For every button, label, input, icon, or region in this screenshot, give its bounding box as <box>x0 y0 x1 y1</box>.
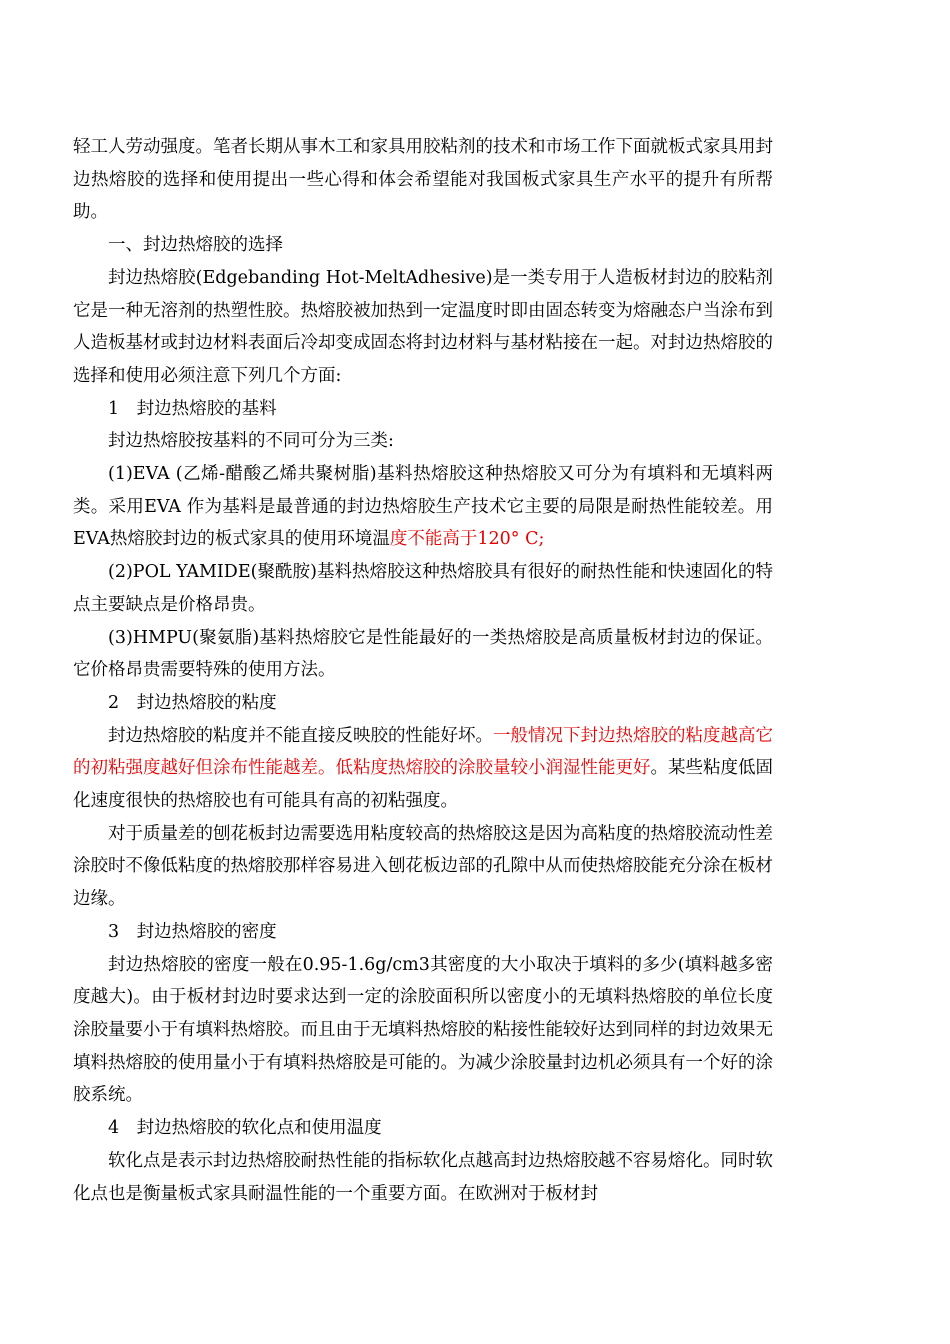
subheading-softening-point: 4 封边热熔胶的软化点和使用温度 <box>108 1118 382 1139</box>
paragraph-particleboard: 对于质量差的刨花板封边需要选用粘度较高的热熔胶这是因为高粘度的热熔胶流动性差涂胶时不像低粘度的热熔胶那样容易进入刨花板边部的孔隙中从而使热熔胶能充分涂在板材边缘。 <box>73 823 773 910</box>
subheading-base-material: 1 封边热熔胶的基料 <box>108 398 277 419</box>
paragraph-viscosity: 封边热熔胶的粘度并不能直接反映胶的性能好坏。一般情况下封边热熔胶的粘度越高它的初粘强度越好但涂布性能越差。低粘度热熔胶的涂胶量较小润湿性能更好。某些粘度低固化速度很快的热熔胶也有可能具有高的初粘强度。 <box>73 725 773 812</box>
paragraph-eva: (1)EVA (乙烯-醋酸乙烯共聚树脂)基料热熔胶这种热熔胶又可分为有填料和无填料两类。采用EVA 作为基料是最普通的封边热熔胶生产技术它主要的局限是耐热性能较差。用EVA热熔胶封边的板式家具的使用环境温度不能高于120° C; <box>73 464 773 550</box>
highlighted-text: 一般情况下封边热熔胶的粘度越高它的初粘强度越好但涂布性能越差。低粘度热熔胶的涂胶量较小润湿性能更好 <box>73 725 773 779</box>
subheading-density: 3 封边热熔胶的密度 <box>108 921 277 942</box>
subheading-viscosity: 2 封边热熔胶的粘度 <box>108 692 277 713</box>
paragraph-polyamide: (2)POL YAMIDE(聚酰胺)基料热熔胶这种热熔胶具有很好的耐热性能和快速固化的特点主要缺点是价格昂贵。 <box>73 562 773 615</box>
section-heading-selection: 一、封边热熔胶的选择 <box>108 235 283 256</box>
highlighted-text: 度不能高于120° C; <box>389 529 545 550</box>
paragraph-softening-point: 软化点是表示封边热熔胶耐热性能的指标软化点越高封边热熔胶越不容易熔化。同时软化点也是衡量板式家具耐温性能的一个重要方面。在欧洲对于板材封 <box>73 1150 773 1204</box>
paragraph-hmpu: (3)HMPU(聚氨脂)基料热熔胶它是性能最好的一类热熔胶是高质量板材封边的保证。它价格昂贵需要特殊的使用方法。 <box>73 627 773 681</box>
paragraph-intro-continuation: 轻工人劳动强度。笔者长期从事木工和家具用胶粘剂的技术和市场工作下面就板式家具用封边热熔胶的选择和使用提出一些心得和体会希望能对我国板式家具生产水平的提升有所帮助。 <box>73 137 773 223</box>
paragraph-three-types: 封边热熔胶按基料的不同可分为三类: <box>108 431 394 452</box>
document-page <box>73 131 773 1210</box>
paragraph-density: 封边热熔胶的密度一般在0.95-1.6g/cm3其密度的大小取决于填料的多少(填料越多密度越大)。由于板材封边时要求达到一定的涂胶面积所以密度小的无填料热熔胶的单位长度涂胶量要小于有填料热熔胶。而且由于无填料热熔胶的粘接性能较好达到同样的封边效果无填料热熔胶的使用量小于有填料热熔胶是可能的。为减少涂胶量封边机必须具有一个好的涂胶系统。 <box>73 954 773 1106</box>
paragraph-definition: 封边热熔胶(Edgebanding Hot-MeltAdhesive)是一类专用于人造板材封边的胶粘剂它是一种无溶剂的热塑性胶。热熔胶被加热到一定温度时即由固态转变为熔融态户当涂布到人造板基材或封边材料表面后冷却变成固态将封边材料与基材粘接在一起。对封边热熔胶的选择和使用必须注意下列几个方面: <box>73 267 773 386</box>
